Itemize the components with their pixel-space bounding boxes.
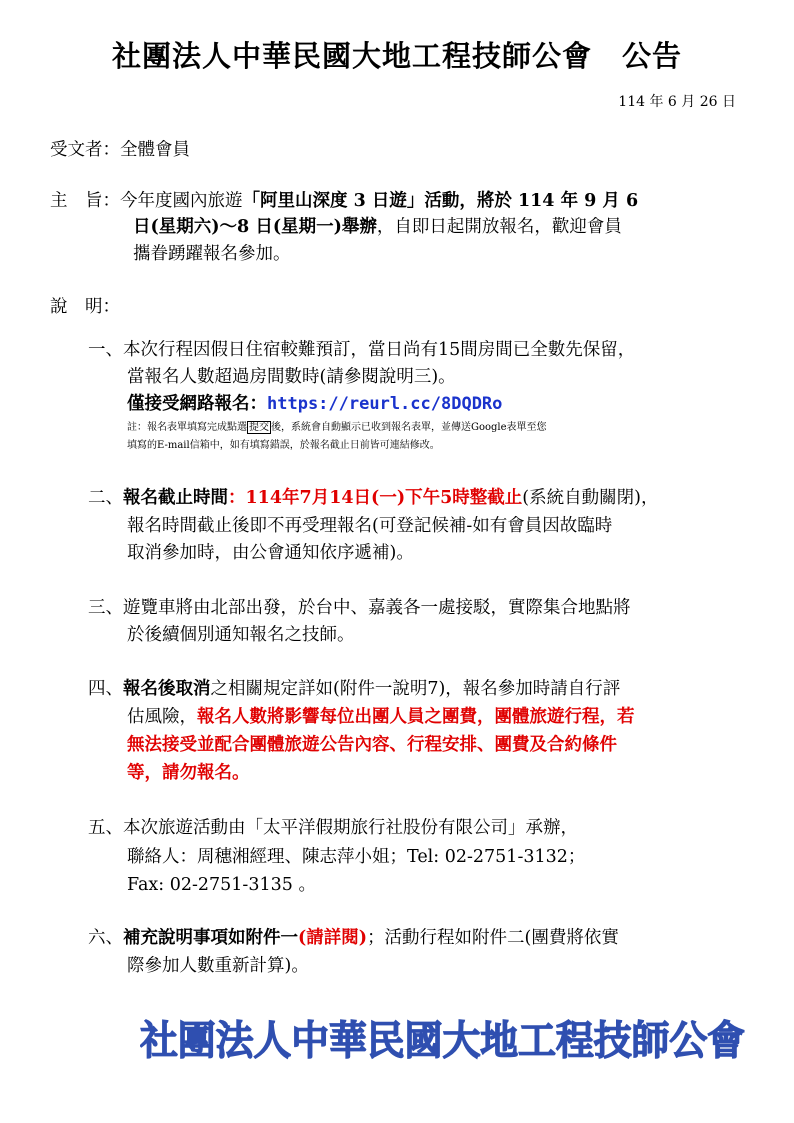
item-2-line-3: 取消參加時，由公會通知依序遞補)。 [127, 543, 414, 563]
item-6-line-1: 六、補充說明事項如附件一(請詳閱)；活動行程如附件二(團費將依實 [88, 928, 619, 948]
org-name: 社團法人中華民國大地工程技師公會 [111, 39, 592, 73]
note-line-2: 填寫的E-mail信箱中，如有填寫錯誤，於報名截止日前皆可連結修改。 [127, 440, 440, 451]
item-5-line-1: 五、本次旅遊活動由「太平洋假期旅行社股份有限公司」承辦， [88, 818, 578, 838]
item-4-line-3: 無法接受並配合團體旅遊公告內容、行程安排、團費及合約條件 [127, 735, 617, 755]
item-1-line-3 [127, 391, 502, 417]
association-seal [140, 1008, 750, 1066]
issue-date: 114 年 6 月 26 日 [618, 94, 736, 110]
explain-label: 說 明： [50, 297, 120, 317]
submit-box: 提交 [249, 422, 269, 433]
supplement-label: 補充說明事項如附件一 [123, 928, 298, 948]
deadline-value: 114年7月14日(一)下午5時整截止 [245, 488, 523, 508]
recipient-label: 受文者： [50, 140, 120, 160]
item-5-line-2: 聯絡人：周穗湘經理、陳志萍小姐；Tel: 02-2751-3132； [127, 847, 586, 867]
recipient-value: 全體會員 [120, 140, 190, 160]
subject-label: 主 旨： [50, 191, 120, 211]
item-4-line-4: 等，請勿報名。 [127, 763, 250, 783]
deadline-label: 報名截止時間 [123, 488, 228, 508]
note-line-1: 註：報名表單填寫完成點選 提交 後，系統會自動顯示已收到報名表單，並傳送Google表單至您 [127, 422, 547, 433]
subject-line-3: 攜眷踴躍報名參加。 [133, 244, 291, 264]
item-2-line-1: 二、報名截止時間：114年7月14日(一)下午5時整截止(系統自動關閉)， [88, 488, 659, 508]
signup-link[interactable]: https://reurl.cc/8DQDRo [267, 394, 503, 414]
item-2-line-2: 報名時間截止後即不再受理報名(可登記候補-如有會員因故臨時 [127, 516, 613, 536]
recipient-line [50, 137, 190, 163]
item-1-line-2: 當報名人數超過房間數時(請參閱說明三)。 [127, 367, 456, 387]
item-3-line-2: 於後續個別通知報名之技師。 [127, 625, 355, 645]
item-3-line-1: 三、遊覽車將由北部出發，於台中、嘉義各一處接駁，實際集合地點將 [88, 598, 631, 618]
event-title: 「阿里山深度 3 日遊」活動，將於 114 年 9 月 6 [242, 191, 639, 211]
cancel-rule-label: 報名後取消 [123, 679, 211, 699]
item-4-line-2: 估風險，報名人數將影響每位出團人員之團費，團體旅遊行程，若 [127, 707, 635, 727]
item-6-line-2: 際參加人數重新計算)。 [127, 956, 309, 976]
event-dates: 日(星期六)～8 日(星期一)舉辦 [133, 217, 377, 237]
notice-kind: 公告 [622, 39, 683, 73]
read-carefully: (請詳閱) [298, 928, 368, 948]
item-1-line-1: 一、本次行程因假日住宿較難預訂，當日尚有15間房間已全數先保留， [88, 340, 636, 360]
item-4-line-1: 四、報名後取消之相關規定詳如(附件一說明7)，報名參加時請自行評 [88, 679, 621, 699]
seal-text: 社團法人中華民國大地工程技師公會 [140, 1018, 745, 1064]
subject-line-2: 日(星期六)～8 日(星期一)舉辦，自即日起開放報名，歡迎會員 [133, 217, 622, 237]
subject-line-1: 主 旨：今年度國內旅遊「阿里山深度 3 日遊」活動，將於 114 年 9 月 6 [50, 191, 639, 211]
item-5-line-3: Fax: 02-2751-3135 。 [127, 875, 316, 895]
document-title [0, 34, 794, 75]
online-signup-label: 僅接受網路報名： [127, 394, 267, 414]
